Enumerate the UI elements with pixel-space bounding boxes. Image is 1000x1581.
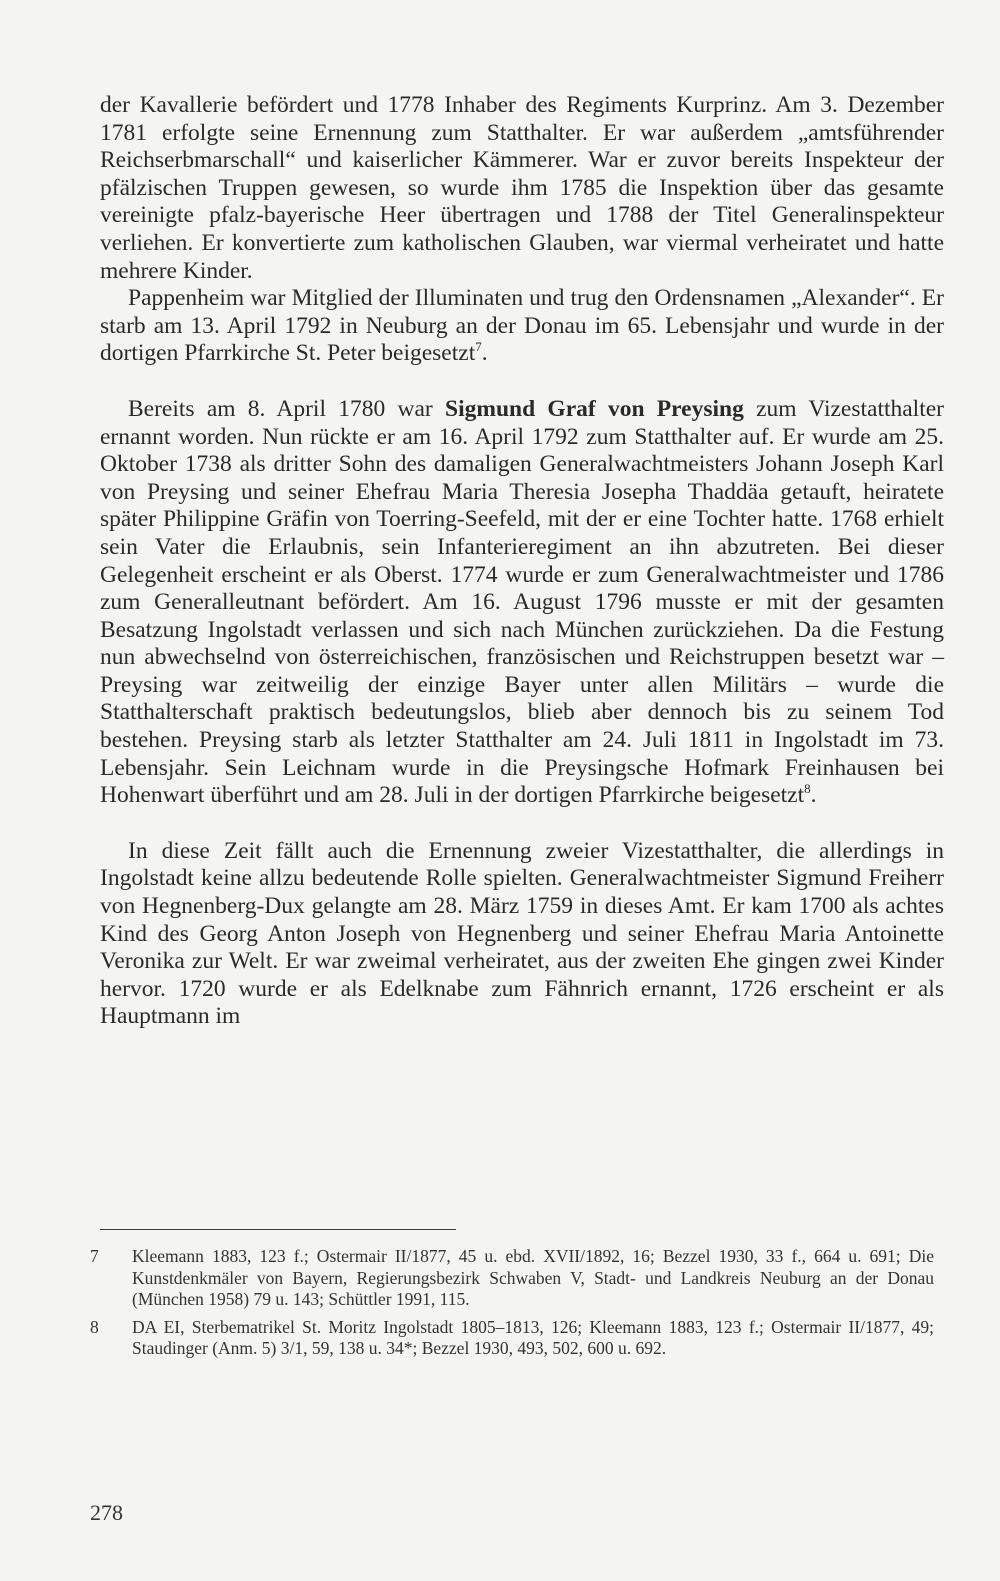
main-text: [100, 92, 944, 1031]
paragraph-3: [100, 396, 944, 810]
paragraph-3-text: zum Vizestatthalter ernannt worden. Nun rückte er am 16. April 1792 zum Statthalter auf. Er wurde am 25. Oktober 1738 als dritter Sohn des damaligen Generalwachtmeisters Johann Joseph Karl von Preysing und seiner Ehefrau Maria Theresia Josepha Thaddäa getauft, heiratete später Philippine Gräfin von Toerring-Seefeld, mit der er eine Tochter hatte. 1768 erhielt sein Vater die Erlaubnis, sein Infanterieregiment an ihn abzutreten. Bei dieser Gelegenheit erscheint er als Oberst. 1774 wurde er zum Generalwachtmeister und 1786 zum Generalleutnant befördert. Am 16. August 1796 musste er mit der gesamten Besatzung Ingolstadt verlassen und sich nach München zurückziehen. Da die Festung nun abwechselnd von österreichischen, französischen und Reichstruppen besetzt war – Preysing war zeitweilig der einzige Bayer unter allen Militärs – wurde die Statthalterschaft praktisch bedeutungslos, blieb aber dennoch bis zu seinem Tod bestehen. Preysing starb als letzter Statthalter am 24. Juli 1811 in Ingolstadt im 73. Lebensjahr. Sein Leichnam wurde in die Preysingsche Hofmark Freinhausen bei Hohenwart überführt und am 28. Juli in der dortigen Pfarrkirche beigesetzt: [100, 395, 944, 809]
paragraph-3-intro: Bereits am 8. April 1780 war: [128, 395, 446, 422]
paragraph-1: [100, 92, 944, 285]
footnote-text: Kleemann 1883, 123 f.; Ostermair II/1877, 45 u. ebd. XVII/1892, 16; Bezzel 1930, 33 f., 664 u. 691; Die Kunstdenkmäler von Bayern, Regierungsbezirk Schwaben V, Stadt- und Landkreis Neuburg an der Donau (München 1958) 79 u. 143; Schüttler 1991, 115.: [132, 1246, 934, 1309]
paragraph-2-end: .: [481, 340, 488, 367]
footnote-ref-8[interactable]: 8: [804, 781, 811, 797]
footnote-divider: [100, 1229, 456, 1230]
paragraph-2: [100, 285, 944, 368]
paragraph-1-text: der Kavallerie befördert und 1778 Inhaber des Regiments Kurprinz. Am 3. Dezember 1781 erfolgte seine Ernennung zum Statthalter. Er war außerdem „amtsführender Reichserbmarschall“ und kaiserlicher Kämmerer. War er zuvor bereits Inspekteur der pfälzischen Truppen gewesen, so wurde ihm 1785 die Inspektion über das gesamte vereinigte pfalz-bayerische Heer übertragen und 1788 der Titel Generalinspekteur verliehen. Er konvertierte zum katholischen Glauben, war viermal verheiratet und hatte mehrere Kinder.: [100, 92, 944, 284]
paragraph-4: [100, 838, 944, 1031]
paragraph-3-end: .: [810, 782, 817, 809]
page-number: 278: [90, 1500, 123, 1525]
footnote-8: [90, 1317, 934, 1360]
footnote-number: 7: [90, 1246, 99, 1266]
paragraph-2-text: Pappenheim war Mitglied der Illuminaten und trug den Ordensnamen „Alexander“. Er starb am 13. April 1792 in Neuburg an der Donau im 65. Lebensjahr und wurde in der dortigen Pfarrkirche St. Peter beigesetzt: [100, 285, 944, 367]
footnote-number: 8: [90, 1316, 99, 1337]
person-name-preysing: Sigmund Graf von Preysing: [445, 395, 744, 422]
footnote-7: [90, 1246, 934, 1311]
footnote-text: DA EI, Sterbematrikel St. Moritz Ingolstadt 1805–1813, 126; Kleemann 1883, 123 f.; Ostermair II/1877, 49; Staudinger (Anm. 5) 3/1, 59, 138 u. 34*; Bezzel 1930, 493, 502, 600 u. 692.: [132, 1316, 934, 1358]
footnotes: [90, 1246, 934, 1366]
paragraph-4-text: In diese Zeit fällt auch die Ernennung zweier Vizestatthalter, die allerdings in Ingolstadt keine allzu bedeutende Rolle spielten. Generalwachtmeister Sigmund Freiherr von Hegnenberg-Dux gelangte am 28. März 1759 in dieses Amt. Er kam 1700 als achtes Kind des Georg Anton Joseph von Hegnenberg und seiner Ehefrau Maria Antoinette Veronika zur Welt. Er war zweimal verheiratet, aus der zweiten Ehe gingen zwei Kinder hervor. 1720 wurde er als Edelknabe zum Fähnrich ernannt, 1726 erscheint er als Hauptmann im: [100, 837, 944, 1030]
footnote-ref-7[interactable]: 7: [475, 339, 482, 355]
